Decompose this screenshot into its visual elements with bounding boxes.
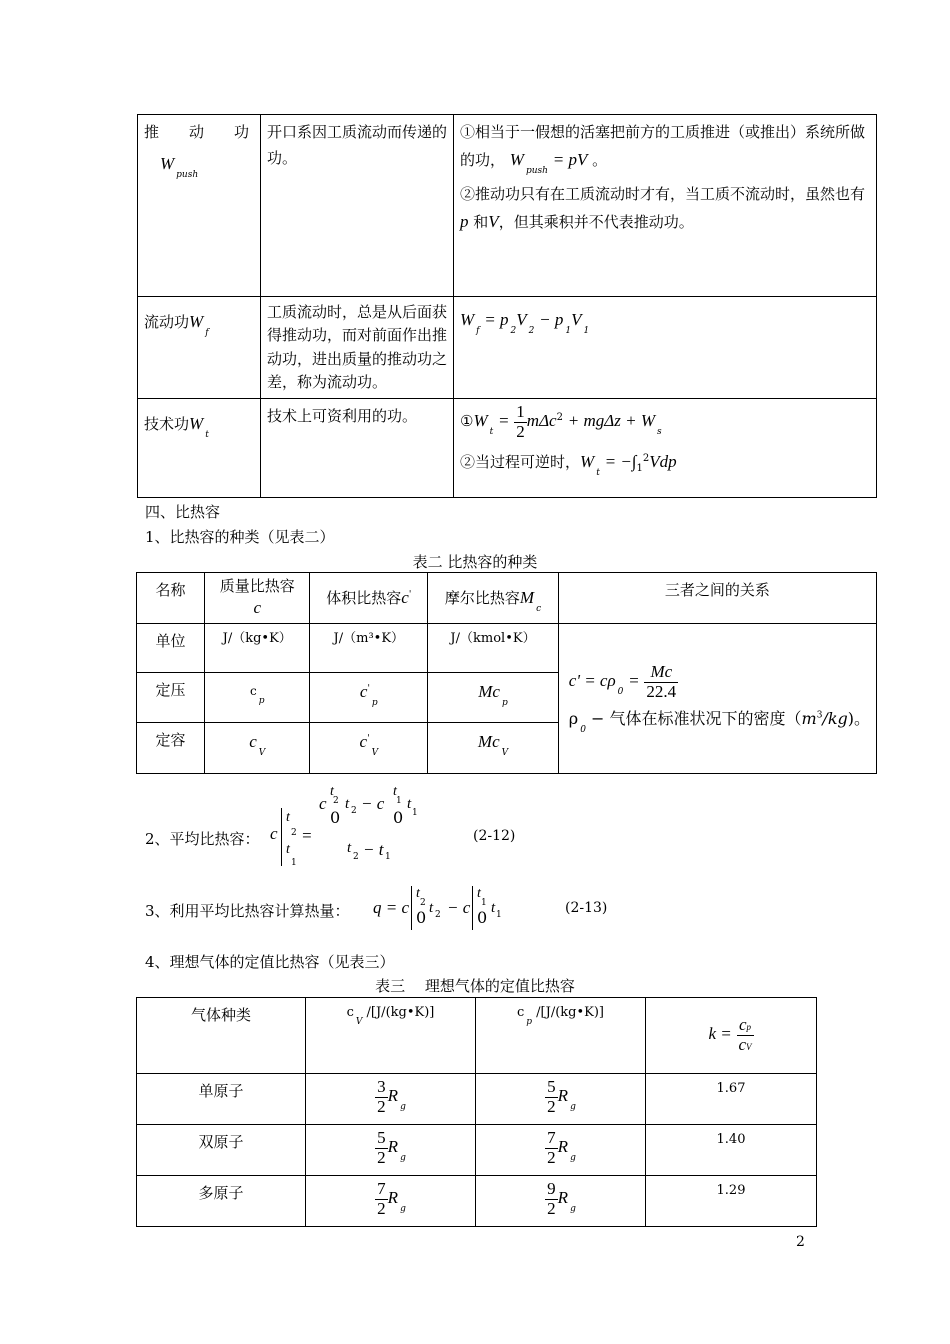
t3-row-mono (137, 1074, 817, 1125)
t2-cv-volume: $c'_V$ (310, 722, 428, 773)
ideal-gas-table (136, 997, 817, 1227)
t3-gas-name: 双原子 (137, 1125, 306, 1176)
specific-heat-table (136, 572, 877, 774)
t2-header-molar: 摩尔比热容$M_c$ (428, 573, 559, 624)
push-work-desc: 开口系因工质流动而传递的功。 (261, 115, 454, 297)
tech-work-formula1: $①W_t$ = $\frac{1}{2}$ $m\Delta c^2 + mg\Delta z + W_s$ (460, 402, 662, 441)
t3-row-poly (137, 1176, 817, 1227)
t2-cp-mass: $c_p$ (205, 672, 310, 722)
t2-relation-text: $\rho_0$ − 气体在标准状况下的密度$(m^3/kg)$。 (568, 709, 870, 736)
t2-row-cp-label: 定压 (137, 672, 205, 722)
t2-cp-molar: $Mc_p$ (428, 672, 559, 722)
t3-header-cp: $c_p$ /[J/(kg•K)] (476, 998, 646, 1074)
t2-cv-molar: $Mc_V$ (428, 722, 559, 773)
item4: 4、理想气体的定值比热容（见表三） (145, 953, 395, 971)
t3-gas-name: 多原子 (137, 1176, 306, 1227)
table3-caption: 表三 理想气体的定值比热容 (375, 977, 575, 995)
tech-work-desc: 技术上可资利用的功。 (261, 399, 454, 498)
push-work-notes (454, 115, 877, 297)
t2-relation (558, 623, 876, 773)
t2-cp-volume: $c'_p$ (310, 672, 428, 722)
flow-work-name: 流动功$W_f$ (138, 297, 261, 399)
tech-work-formulas (454, 399, 877, 498)
t3-cv-value: $\frac{5}{2}$ $R_g$ (306, 1125, 476, 1176)
t2-header-mass: 质量比热容 c (205, 573, 310, 624)
work-table (137, 114, 877, 498)
item2: 2、平均比热容： c t 2 t 1 = c t 2 0 t 2 − c t 1 0 t 1 t 2 − t 1 (2-12) (145, 784, 516, 868)
t3-header-cv: $c_V$ /[J/(kg•K)] (306, 998, 476, 1074)
push-work-name: 推 动 功 (144, 123, 250, 141)
t3-cv-value: $\frac{7}{2}$ $R_g$ (306, 1176, 476, 1227)
push-work-note1: ①相当于一假想的活塞把前方的工质推进（或推出）系统所做的功， $W_{push}$ = pV 。 (460, 123, 866, 177)
t3-cv-value: $\frac{3}{2}$ $R_g$ (306, 1074, 476, 1125)
table2-caption: 表二 比热容的种类 (412, 553, 538, 571)
t2-unit-mass: J/（kg•K） (205, 623, 310, 672)
t2-header-name: 名称 (137, 573, 205, 624)
t3-k-value: 1.67 (646, 1074, 817, 1125)
t3-cp-value: $\frac{7}{2}$ $R_g$ (476, 1125, 646, 1176)
t3-row-di (137, 1125, 817, 1176)
t2-unit-molar: J/（kmol•K） (428, 623, 559, 672)
t3-header-k: k = $\frac{cp}{cV}$ (646, 998, 817, 1074)
push-work-symbol: W (160, 154, 175, 174)
t2-cv-mass: $c_V$ (205, 722, 310, 773)
section-heading: 四、比热容 (145, 503, 221, 521)
t2-relation-formula: $c' = c\rho_0$ = $\frac{Mc}{22.4}$ (568, 661, 677, 701)
item3-eq: (2-13) (565, 900, 608, 916)
item1: 1、比热容的种类（见表二） (145, 528, 335, 546)
push-work-symbol-sub: push (176, 170, 199, 181)
page-number: 2 (796, 1234, 805, 1250)
t3-gas-name: 单原子 (137, 1074, 306, 1125)
t3-k-value: 1.40 (646, 1125, 817, 1176)
t3-cp-value: $\frac{9}{2}$ $R_g$ (476, 1176, 646, 1227)
t2-unit-label: 单位 (137, 623, 205, 672)
t2-header-relation: 三者之间的关系 (558, 573, 876, 624)
t2-row-cv-label: 定容 (137, 722, 205, 773)
tech-work-name: 技术功$W_t$ (138, 399, 261, 498)
push-work-name-cell (138, 115, 261, 297)
push-work-note2: ②推动功只有在工质流动时才有，当工质不流动时，虽然也有 p 和V，但其乘积并不代表推动功。 (460, 185, 866, 232)
t3-header-gas: 气体种类 (137, 998, 306, 1074)
t2-header-volume: 体积比热容c' (310, 573, 428, 624)
item3: 3、利用平均比热容计算热量： q = c t 2 0 t 2 − c t 1 0 t 1 (2-13) (145, 884, 795, 934)
tech-work-formula2: ②当过程可逆时，$W_t = -\int_1^2Vdp$ (460, 452, 677, 479)
t3-k-value: 1.29 (646, 1176, 817, 1227)
flow-work-desc: 工质流动时，总是从后面获得推动功，而对前面作出推动功，进出质量的推动功之差，称为流动功。 (261, 297, 454, 399)
t2-unit-volume: J/（m³•K） (310, 623, 428, 672)
item2-eq: (2-12) (473, 828, 516, 844)
flow-work-formula: $W_f = p_2V_2 - p_1V_1$ (454, 297, 877, 399)
t3-cp-value: $\frac{5}{2}$ $R_g$ (476, 1074, 646, 1125)
